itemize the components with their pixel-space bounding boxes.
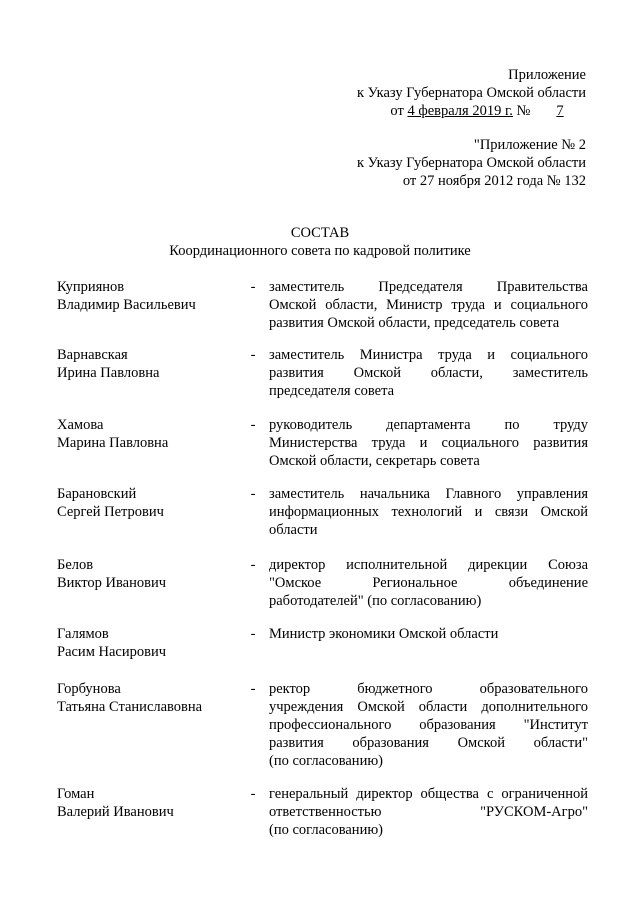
appendix-header bbox=[357, 66, 586, 120]
appendix-number: 7 bbox=[556, 103, 564, 119]
member-dash: - bbox=[250, 557, 256, 573]
member-position-line: Министерства труда и социального развития bbox=[269, 435, 588, 451]
appendix-decree: к Указу Губернатора Омской области bbox=[356, 85, 586, 101]
member-surname: Галямов bbox=[57, 626, 109, 642]
member-position-line: Омской области, секретарь совета bbox=[269, 453, 480, 469]
member-name bbox=[57, 278, 247, 314]
member-name bbox=[57, 680, 247, 716]
member-surname: Гоман bbox=[57, 786, 95, 802]
member-dash: - bbox=[250, 417, 256, 433]
member-given-name: Валерий Иванович bbox=[57, 804, 174, 820]
member-position bbox=[269, 680, 588, 770]
member-position-line: профессионального образования "Институт bbox=[269, 717, 588, 733]
member-given-name: Татьяна Станиславовна bbox=[57, 699, 203, 715]
member-dash: - bbox=[250, 486, 256, 502]
member-surname: Куприянов bbox=[57, 279, 125, 295]
member-position bbox=[269, 346, 588, 400]
member-name bbox=[57, 625, 247, 661]
member-position-line: Министр экономики Омской области bbox=[269, 626, 499, 642]
member-position-line: (по согласованию) bbox=[269, 822, 383, 838]
member-position-line: "Омское Региональное объединение bbox=[269, 575, 588, 591]
member-position-line: работодателей" (по согласованию) bbox=[269, 593, 482, 609]
member-position bbox=[269, 556, 588, 610]
member-dash: - bbox=[250, 347, 256, 363]
member-position bbox=[269, 785, 588, 839]
member-position-line: заместитель начальника Главного управления bbox=[269, 486, 588, 502]
member-position-line: ответственностью "РУСКОМ-Агро" bbox=[269, 804, 588, 820]
document-title bbox=[0, 224, 640, 260]
member-position bbox=[269, 485, 588, 539]
member-position-line: директор исполнительной дирекции Союза bbox=[269, 557, 588, 573]
member-given-name: Владимир Васильевич bbox=[57, 297, 196, 313]
title-subheading: Координационного совета по кадровой политике bbox=[169, 243, 471, 259]
appendix-date-line bbox=[357, 102, 586, 120]
member-position bbox=[269, 625, 588, 643]
member-position-line: председателя совета bbox=[269, 383, 395, 399]
member-given-name: Виктор Иванович bbox=[57, 575, 167, 591]
member-position-line: руководитель департамента по труду bbox=[269, 417, 588, 433]
member-surname: Барановский bbox=[57, 486, 137, 502]
member-dash: - bbox=[250, 681, 256, 697]
member-name bbox=[57, 485, 247, 521]
member-surname: Варнавская bbox=[57, 347, 128, 363]
title-heading: СОСТАВ bbox=[290, 225, 350, 241]
member-given-name: Ирина Павловна bbox=[57, 365, 160, 381]
appendix-date: 4 февраля 2019 г. bbox=[407, 103, 513, 119]
member-position-line: учреждения Омской области дополнительного bbox=[269, 699, 588, 715]
member-name bbox=[57, 416, 247, 452]
member-given-name: Сергей Петрович bbox=[57, 504, 164, 520]
member-position-line: (по согласованию) bbox=[269, 753, 383, 769]
member-name bbox=[57, 346, 247, 382]
appendix-title: Приложение bbox=[508, 67, 586, 83]
member-position-line: ректор бюджетного образовательного bbox=[269, 681, 588, 697]
member-position bbox=[269, 278, 588, 332]
previous-appendix-date: от 27 ноября 2012 года № 132 bbox=[402, 173, 586, 189]
previous-appendix-header bbox=[357, 136, 586, 190]
member-position-line: заместитель Председателя Правительства bbox=[269, 279, 588, 295]
member-position-line: развития Омской области, заместитель bbox=[269, 365, 588, 381]
member-position-line: информационных технологий и связи Омской bbox=[269, 504, 588, 520]
member-dash: - bbox=[250, 786, 256, 802]
previous-appendix-title: "Приложение № 2 bbox=[473, 137, 586, 153]
member-surname: Горбунова bbox=[57, 681, 121, 697]
member-surname: Хамова bbox=[57, 417, 104, 433]
member-position bbox=[269, 416, 588, 470]
member-name bbox=[57, 556, 247, 592]
member-position-line: Омской области, Министр труда и социального bbox=[269, 297, 588, 313]
member-position-line: генеральный директор общества с ограниченной bbox=[269, 786, 588, 802]
member-dash: - bbox=[250, 626, 256, 642]
member-position-line: области bbox=[269, 522, 318, 538]
appendix-number-sign: № bbox=[516, 103, 531, 119]
member-name bbox=[57, 785, 247, 821]
member-position-line: заместитель Министра труда и социального bbox=[269, 347, 588, 363]
previous-appendix-decree: к Указу Губернатора Омской области bbox=[356, 155, 586, 171]
member-dash: - bbox=[250, 279, 256, 295]
member-given-name: Марина Павловна bbox=[57, 435, 169, 451]
member-position-line: развития Омской области, председатель совета bbox=[269, 315, 560, 331]
appendix-date-prefix: от bbox=[390, 103, 404, 119]
member-position-line: развития образования Омской области" bbox=[269, 735, 588, 751]
member-given-name: Расим Насирович bbox=[57, 644, 166, 660]
member-surname: Белов bbox=[57, 557, 94, 573]
